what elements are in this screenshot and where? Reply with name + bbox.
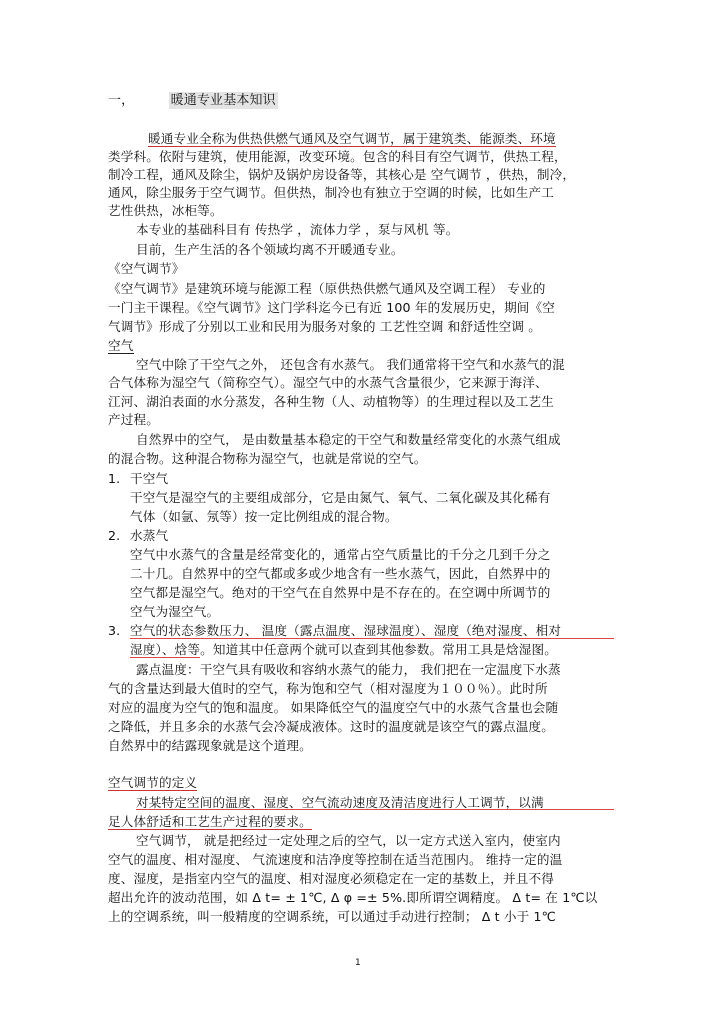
definition-line-5: 度、湿度，是指室内空气的温度、相对湿度必须稳定在一定的基数上，并且不得 (108, 871, 555, 886)
list-item-3-marker: 3. (108, 623, 121, 638)
list-item-1-line-2: 气体（如氩、氖等）按一定比例组成的混合物。 (130, 509, 398, 524)
intro-line-3: 制冷工程，通风及除尘，锅炉及锅炉房设备等，其核心是 空气调节 ，供热，制冷， (108, 167, 576, 182)
air-title: 空气 (108, 338, 134, 353)
dew-line-3: 对应的温度为空气的饱和温度。 如果降低空气的温度空气中的水蒸气含量也会随 (108, 700, 559, 715)
list-item-2-marker: 2. (108, 528, 121, 543)
course-line-3: 气调节》形成了分别以工业和民用为服务对象的 工艺性空调 和舒适性空调 。 (108, 319, 542, 334)
list-item-1-line-1: 干空气是湿空气的主要组成部分，它是由氮气、氧气、二氧化碳及其化稀有 (130, 490, 551, 505)
list-item-1-marker: 1. (108, 471, 121, 486)
course-line-1: 《空气调节》是建筑环境与能源工程（原供热供燃气通风及空调工程） 专业的 (108, 281, 546, 296)
section-number: 一， (108, 93, 135, 108)
definition-line-4: 空气的温度、相对湿度、 气流速度和洁净度等控制在适当范围内。 维持一定的温 (108, 852, 563, 867)
dew-line-4: 之降低，并且多余的水蒸气会冷凝成液体。这时的温度就是该空气的露点温度。 (108, 719, 555, 734)
air-line-4: 产过程。 (108, 412, 159, 427)
definition-line-6: 超出允许的波动范围，如 Δ t= ± 1℃, Δ φ =± 5%.即所谓空调精度。 Δ t= 在 1℃以 (108, 890, 598, 905)
definition-title: 空气调节的定义 (108, 775, 198, 790)
course-line-2: 一门主干课程。《空气调节》这门学科迄今已有近 100 年的发展历史，期间《空 (108, 300, 556, 315)
air-line-1: 空气中除了干空气之外， 还包含有水蒸气。 我们通常将干空气和水蒸气的混 (136, 357, 565, 372)
section-title: 暖通专业基本知识 (170, 93, 276, 108)
air-line-6: 的混合物。这种混合物称为湿空气，也就是常说的空气。 (108, 451, 427, 466)
list-item-2-title: 水蒸气 (130, 528, 169, 543)
definition-line-3: 空气调节， 就是把经过一定处理之后的空气，以一定方式送入室内，使室内 (136, 833, 561, 848)
list-item-2-line-3: 空气都是湿空气。绝对的干空气在自然界中是不存在的。在空调中所调节的 (130, 585, 551, 600)
list-item-2-line-4: 空气为湿空气。 (130, 604, 220, 619)
list-item-3-title: 空气的状态参数压力、 温度（露点温度、湿球温度）、湿度（绝对湿度、相对 (130, 623, 562, 638)
air-line-5: 自然界中的空气， 是由数量基本稳定的干空气和数量经常变化的水蒸气组成 (136, 432, 561, 447)
intro-line-2: 类学科。依附与建筑，使用能源，改变环境。包含的科目有空气调节，供热工程， (108, 149, 567, 164)
air-line-3: 江河、湖泊表面的水分蒸发，各种生物（人、动植物等）的生理过程以及工艺生 (108, 394, 555, 409)
list-item-2-line-2: 二十几。自然界中的空气都或多或少地含有一些水蒸气，因此，自然界中的 (130, 566, 551, 581)
list-item-1-title: 干空气 (130, 471, 169, 486)
list-item-3-underline-2 (130, 657, 200, 658)
definition-underline-1 (136, 809, 614, 810)
intro-line-4: 通风，除尘服务于空气调节。但供热，制冷也有独立于空调的时候，比如生产工 (108, 185, 555, 200)
intro-line-6: 本专业的基础科目有 传热学 ，流体力学 ，泵与风机 等。 (136, 222, 459, 237)
list-item-3-underline (130, 638, 614, 639)
dew-line-1: 露点温度：干空气具有吸收和容纳水蒸气的能力， 我们把在一定温度下水蒸 (136, 662, 561, 677)
page-number: 1 (355, 958, 361, 968)
course-title: 《空气调节》 (108, 261, 185, 276)
intro-line-1: 暖通专业全称为供热供燃气通风及空气调节，属于建筑类、能源类、环境 (148, 131, 556, 146)
dew-line-2: 气的含量达到最大值时的空气，称为饱和空气（相对湿度为１００％）。此时所 (108, 681, 548, 696)
intro-line-5: 艺性供热，冰柜等。 (108, 203, 223, 218)
dew-line-5: 自然界中的结露现象就是这个道理。 (108, 738, 312, 753)
definition-line-1: 对某特定空间的温度、湿度、空气流动速度及清洁度进行人工调节，以满 (136, 795, 544, 810)
intro-line-7: 目前，生产生活的各个领域均离不开暖通专业。 (136, 242, 404, 257)
definition-line-7: 上的空调系统，叫一般精度的空调系统，可以通过手动进行控制； Δ t 小于 1℃ (108, 909, 556, 924)
section-heading (108, 92, 278, 110)
air-line-2: 合气体称为湿空气（简称空气）。湿空气中的水蒸气含量很少，它来源于海洋、 (108, 375, 548, 390)
list-item-2-line-1: 空气中水蒸气的含量是经常变化的，通常占空气质量比的千分之几到千分之 (130, 547, 551, 562)
definition-line-2: 足人体舒适和工艺生产过程的要求。 (108, 814, 312, 829)
list-item-3-line-1: 湿度）、焓等。知道其中任意两个就可以查到其他参数。常用工具是焓湿图。 (130, 642, 557, 657)
